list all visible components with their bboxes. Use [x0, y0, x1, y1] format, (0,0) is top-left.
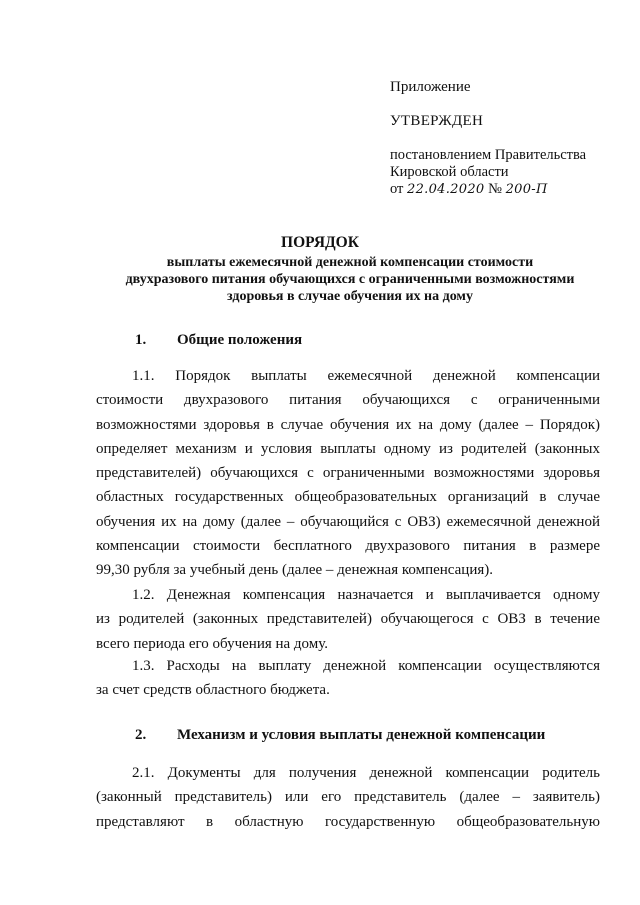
section-number: 1.	[135, 332, 147, 348]
approved-label: УТВЕРЖДЕН	[390, 113, 484, 129]
handwritten-date: 22.04.2020	[407, 182, 485, 197]
paragraph-1-1	[96, 364, 600, 583]
paragraph-1-2	[96, 583, 600, 656]
decree-line-2: Кировской области	[390, 164, 509, 180]
paragraph-line: компенсации стоимости бесплатного двухразового питания в размере	[96, 538, 600, 555]
paragraph-line: 2.1. Документы для получения денежной компенсации родитель	[132, 765, 600, 781]
paragraph-line: стоимости двухразового питания обучающихся с ограниченными	[96, 392, 600, 409]
paragraph-line: всего периода его обучения на дому.	[96, 635, 329, 652]
section-number: 2.	[135, 727, 147, 743]
paragraph-line: представителей) обучающихся с ограниченными возможностями здоровья	[96, 465, 600, 482]
decree-line-1: постановлением Правительства	[390, 147, 587, 163]
section-title: Общие положения	[177, 332, 303, 348]
handwritten-number: 200-П	[505, 182, 548, 197]
paragraph-line: 1.2. Денежная компенсация назначается и выплачивается одному	[132, 587, 600, 603]
paragraph-line: областных государственных общеобразовательных организаций в случае	[96, 489, 600, 506]
section-title: Механизм и условия выплаты денежной компенсации	[177, 727, 546, 743]
paragraph-2-1	[96, 761, 600, 834]
subtitle-line: двухразового питания обучающихся с ограниченными возможностями	[125, 272, 575, 287]
paragraph-line: обучения их на дому (далее – обучающийся с ОВЗ) ежемесячной денежной	[96, 513, 600, 530]
paragraph-line: возможностями здоровья в случае обучения их на дому (далее – Порядок)	[96, 416, 600, 433]
subtitle-line: здоровья в случае обучения их на дому	[227, 289, 473, 304]
decree-date-line	[390, 181, 586, 198]
paragraph-line: 1.1. Порядок выплаты ежемесячной денежной компенсации	[132, 368, 600, 384]
document-subtitle	[100, 254, 600, 305]
paragraph-line: из родителей (законных представителей) обучающегося с ОВЗ в течение	[96, 611, 600, 628]
paragraph-line: за счет средств областного бюджета.	[96, 682, 330, 699]
paragraph-line: определяет механизм и условия выплаты одному из родителей (законных	[96, 440, 600, 457]
subtitle-line: выплаты ежемесячной денежной компенсации стоимости	[166, 255, 534, 270]
appendix-label: Приложение	[390, 79, 471, 95]
date-prefix: от	[390, 181, 404, 197]
document-title: ПОРЯДОК	[281, 234, 359, 251]
paragraph-1-3	[96, 654, 600, 703]
paragraph-line: (законный представитель) или его представитель (далее – заявитель)	[96, 789, 600, 806]
decree-block	[390, 147, 586, 198]
paragraph-line: представляют в областную государственную общеобразовательную	[96, 813, 600, 830]
paragraph-line: 1.3. Расходы на выплату денежной компенсации осуществляются	[132, 658, 600, 674]
number-prefix: №	[488, 181, 502, 197]
paragraph-line: 99,30 рубля за учебный день (далее – денежная компенсация).	[96, 562, 493, 579]
